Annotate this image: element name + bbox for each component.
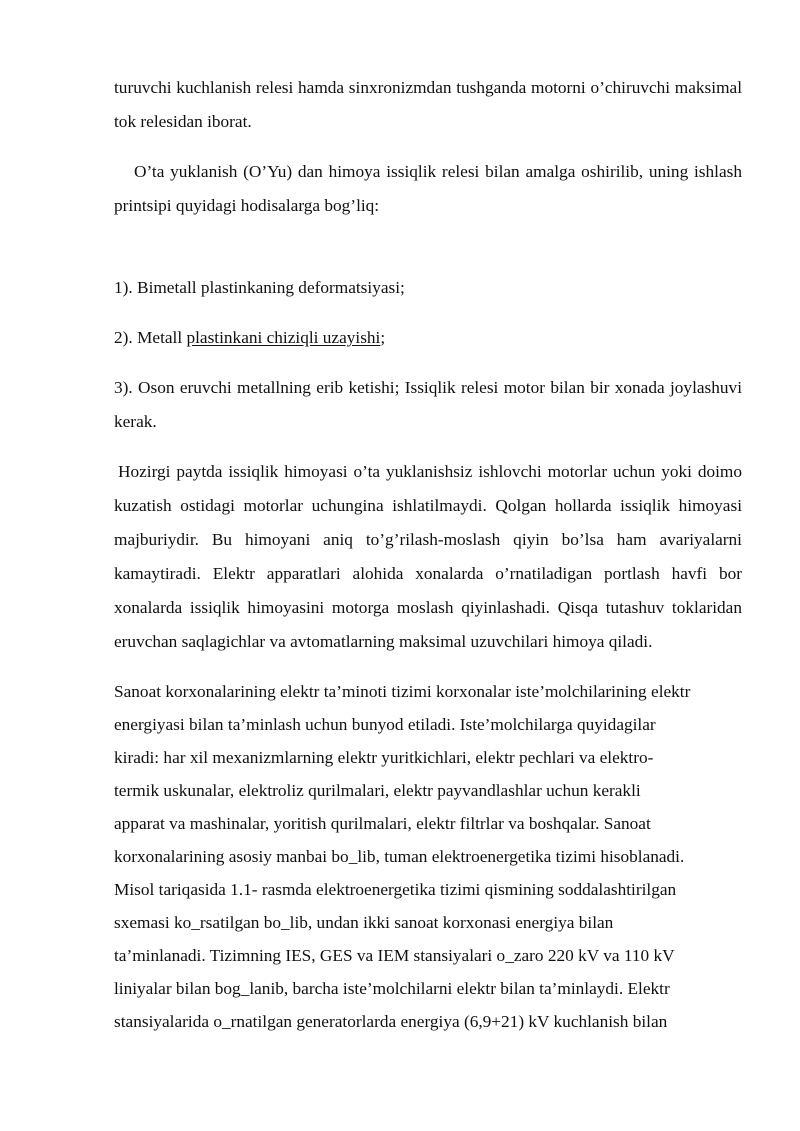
text-line: korxonalarining asosiy manbai bo_lib, tuman elektroenergetika tizimi hisoblanadi.: [114, 847, 685, 866]
text-line: liniyalar bilan bog_lanib, barcha iste’molchilarni elektr bilan ta’minlaydi. Elektr: [114, 979, 670, 998]
text-line: apparat va mashinalar, yoritish qurilmalari, elektr filtrlar va boshqalar. Sanoat: [114, 814, 651, 833]
text-line: termik uskunalar, elektroliz qurilmalari, elektr payvandlashlar uchun kerakli: [114, 781, 641, 800]
text-line: energiyasi bilan ta’minlash uchun bunyod etiladi. Iste’molchilarga quyidagilar: [114, 715, 656, 734]
text-line: sxemasi ko_rsatilgan bo_lib, undan ikki sanoat korxonasi energiya bilan: [114, 913, 614, 932]
paragraph-thermal-protection: Hozirgi paytda issiqlik himoyasi o’ta yuklanishsiz ishlovchi motorlar uchun yoki doimo kuzatish ostidagi motorlar uchungina ishlatilmaydi. Qolgan hollarda issiqlik himoyasi majburiydir. Bu himoyani aniq to’g’rilash-moslash qiyin bo’lsa ham avariyalarni kamaytiradi. Elektr apparatlari alohida xonalarda o’rnatiladigan portlash havfi bor xonalarda issiqlik himoyasini motorga moslash qiyinlashadi. Qisqa tutashuv toklaridan eruvchan saqlagichlar va avtomatlarning maksimal uzuvchilari himoya qiladi.: [114, 462, 742, 651]
list-item-metal-plate: [114, 321, 742, 355]
text-line: kiradi: har xil mexanizmlarning elektr yuritkichlari, elektr pechlari va elektro-: [114, 748, 654, 767]
underlined-phrase: plastinkani chiziqli uzayishi: [186, 328, 381, 347]
paragraph-overload-protection: O’ta yuklanish (O’Yu) dan himoya issiqlik relesi bilan amalga oshirilib, uning ishlash printsipi quyidagi hodisalarga bog’liq:: [114, 162, 742, 215]
list-item-fusible-metal: 3). Oson eruvchi metallning erib ketishi; Issiqlik relesi motor bilan bir xonada joylashuvi kerak.: [114, 378, 742, 431]
text-line: Misol tariqasida 1.1- rasmda elektroenergetika tizimi qismining soddalashtirilgan: [114, 880, 677, 899]
text-line: Sanoat korxonalarining elektr ta’minoti tizimi korxonalar iste’molchilarining elektr: [114, 682, 691, 701]
paragraph-relay-continuation: turuvchi kuchlanish relesi hamda sinxronizmdan tushganda motorni o’chiruvchi maksimal tok relesidan iborat.: [114, 78, 742, 131]
list-item-metal-suffix: ;: [380, 328, 386, 347]
paragraph-power-supply-system: [114, 675, 742, 1038]
list-item-metal-prefix: 2). Metall: [114, 328, 187, 347]
list-item-bimetal: 1). Bimetall plastinkaning deformatsiyasi;: [114, 278, 405, 297]
document-page: [114, 71, 742, 1038]
text-line: stansiyalarida o_rnatilgan generatorlarda energiya (6,9+21) kV kuchlanish bilan: [114, 1012, 668, 1031]
text-line: ta’minlanadi. Tizimning IES, GES va IEM stansiyalari o_zaro 220 kV va 110 kV: [114, 946, 675, 965]
